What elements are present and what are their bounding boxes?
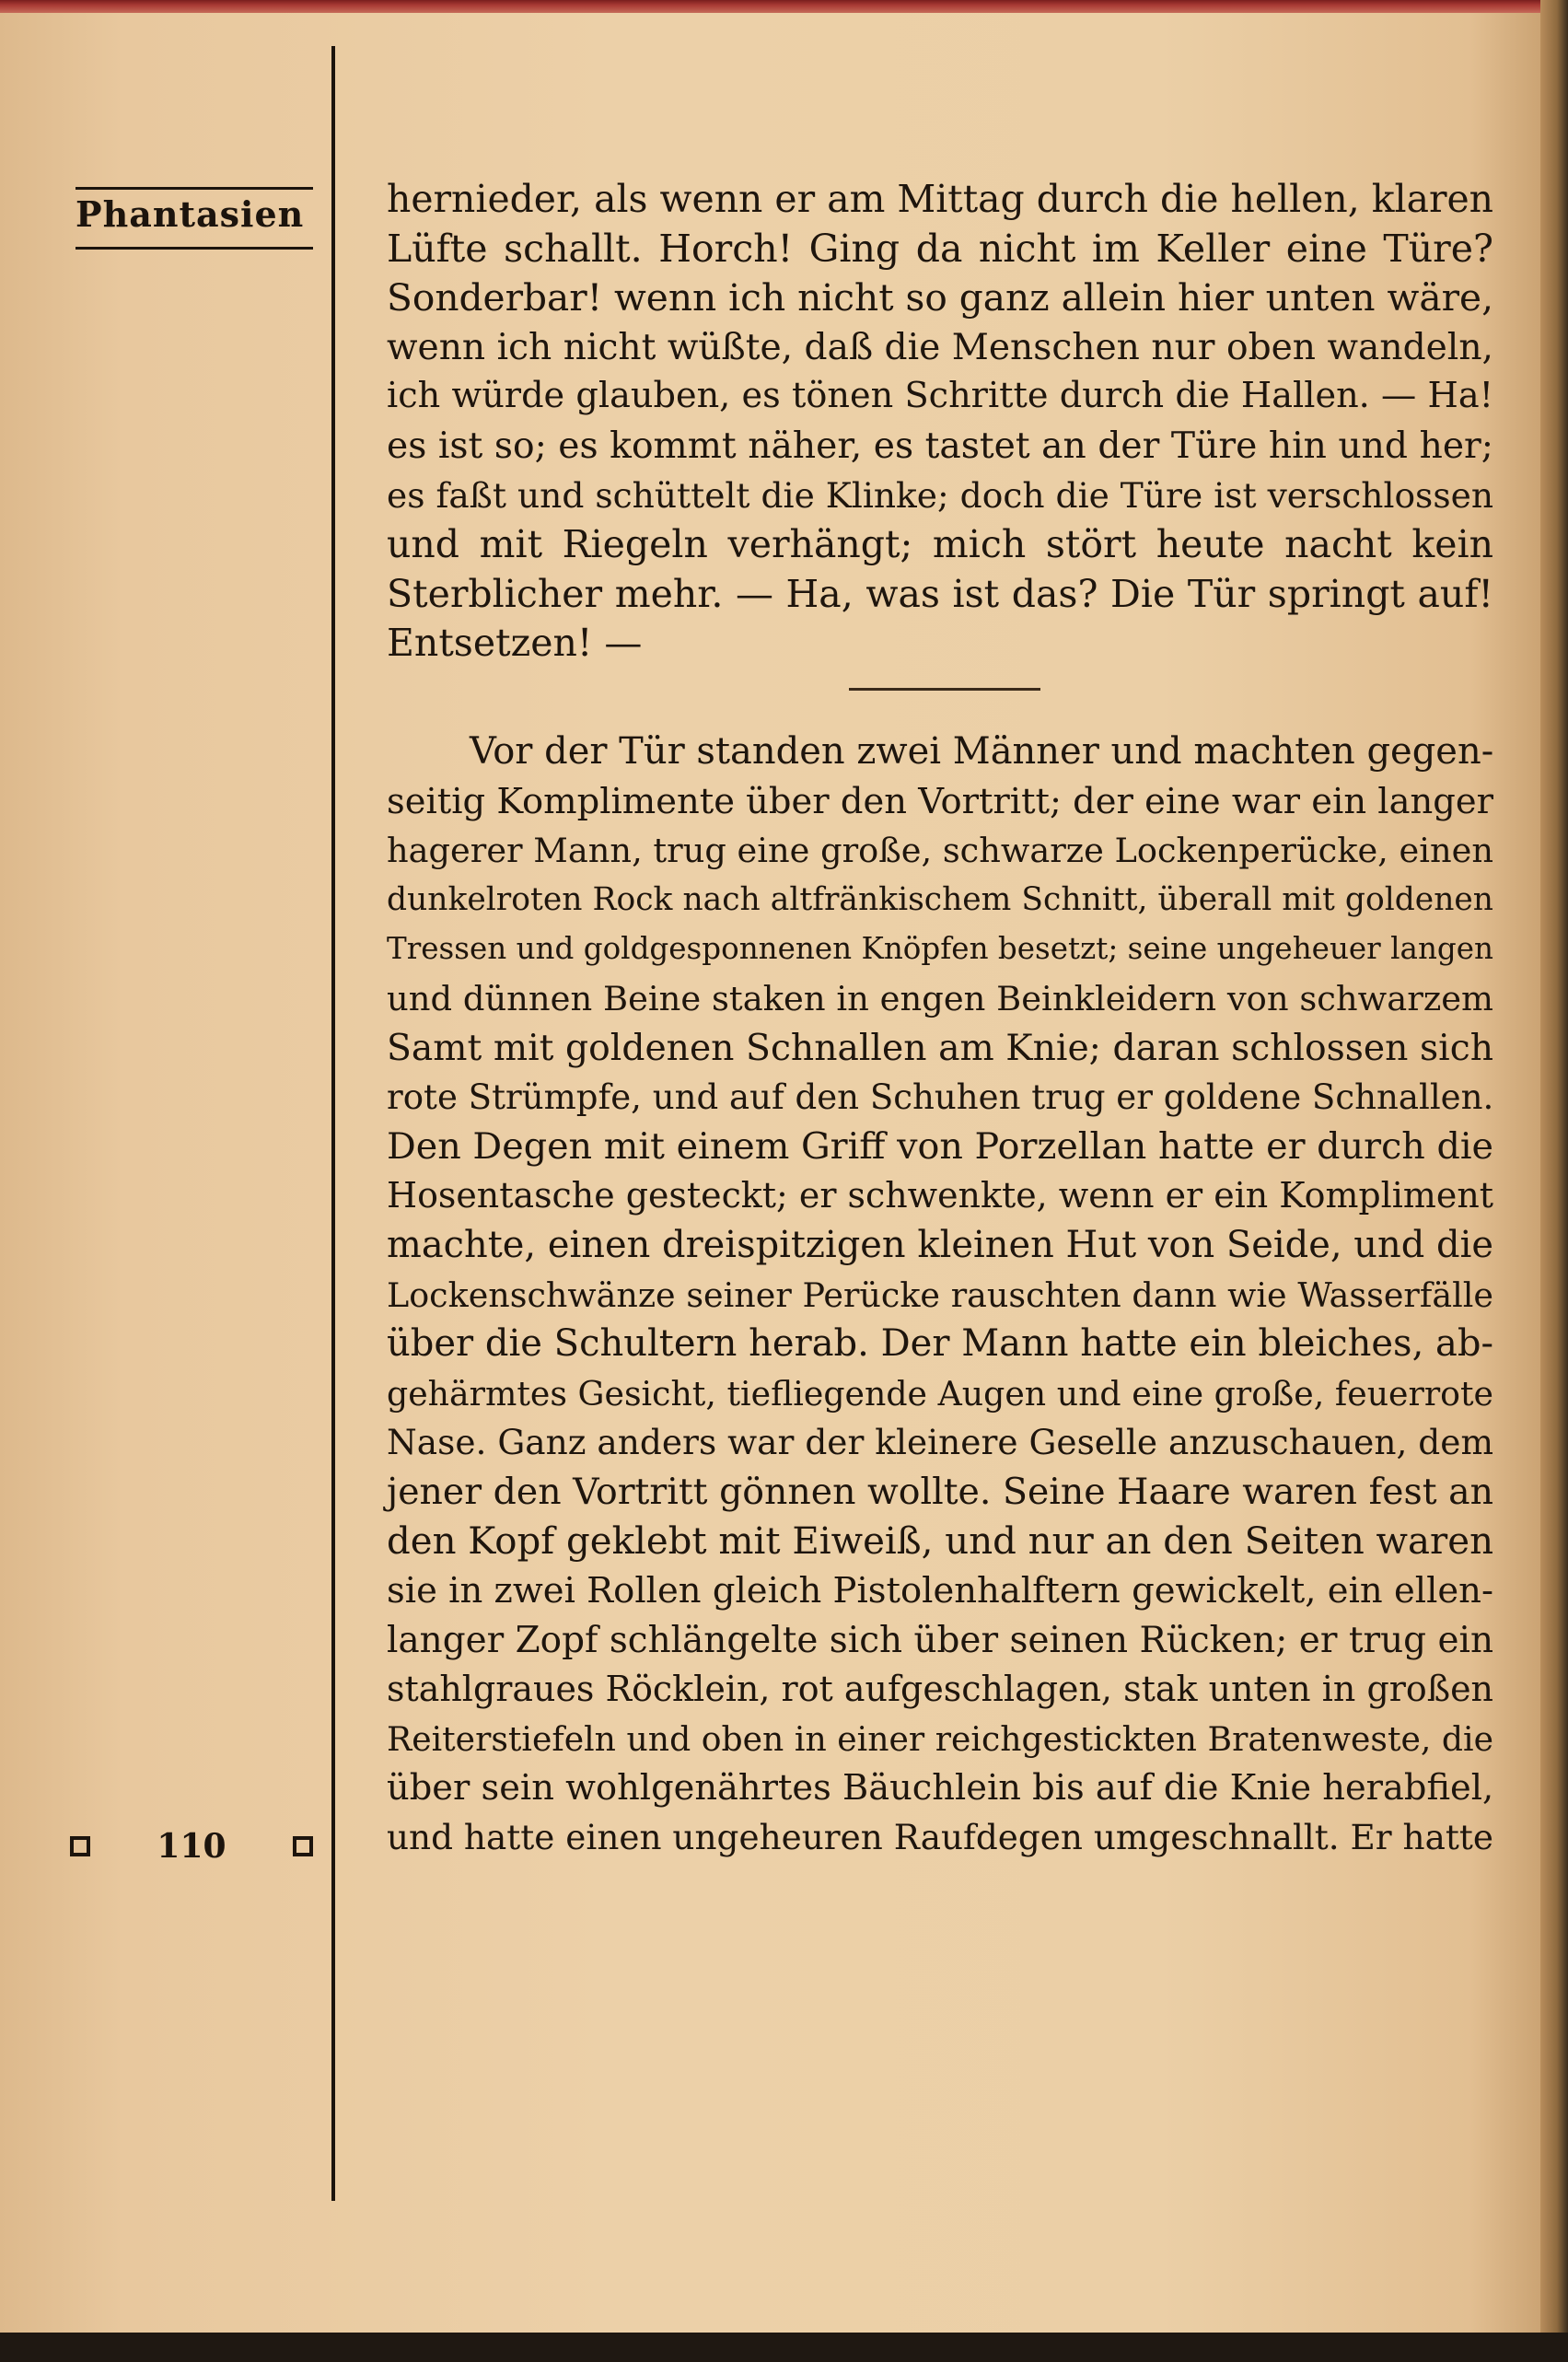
page-number: 110 xyxy=(157,1827,226,1866)
text-line: Samt mit goldenen Schnallen am Knie; daran schlossen sich xyxy=(387,1027,1493,1069)
section-separator xyxy=(849,688,1040,691)
square-ornament-right-icon xyxy=(293,1836,313,1856)
book-right-edge xyxy=(1540,0,1568,2362)
text-line: über die Schultern herab. Der Mann hatte ein bleiches, ab- xyxy=(387,1322,1493,1366)
text-line: es faßt und schüttelt die Klinke; doch die Türe ist verschlossen xyxy=(387,474,1493,516)
text-line: Tressen und goldgesponnenen Knöpfen besetzt; seine ungeheuer langen xyxy=(387,931,1493,967)
margin-rule xyxy=(331,46,335,2201)
text-line: Hosentasche gesteckt; er schwenkte, wenn er ein Kompliment xyxy=(387,1175,1493,1216)
text-line: Reiterstiefeln und oben in einer reichgestickten Bratenweste, die xyxy=(387,1718,1493,1759)
book-page xyxy=(0,9,1547,2334)
text-line: es ist so; es kommt näher, es tastet an der Türe hin und her; xyxy=(387,425,1493,467)
text-line: hagerer Mann, trug eine große, schwarze Lockenperücke, einen xyxy=(387,831,1494,871)
text-line: machte, einen dreispitzigen kleinen Hut von Seide, und die xyxy=(387,1223,1493,1266)
text-line: sie in zwei Rollen gleich Pistolenhalftern gewickelt, ein ellen- xyxy=(387,1570,1493,1612)
square-ornament-left-icon xyxy=(70,1836,90,1856)
text-line: Vor der Tür standen zwei Männer und machten gegen- xyxy=(470,730,1494,773)
text-line: über sein wohlgenährtes Bäuchlein bis auf die Knie herabfiel, xyxy=(387,1767,1494,1809)
text-line: ich würde glauben, es tönen Schritte durch die Hallen. — Ha! xyxy=(387,376,1493,417)
paragraph-2 xyxy=(387,727,1493,1863)
text-line: und dünnen Beine staken in engen Beinkleidern von schwarzem xyxy=(387,978,1493,1018)
book-bottom-edge xyxy=(0,2333,1568,2362)
text-line: seitig Komplimente über den Vortritt; der eine war ein langer xyxy=(387,780,1493,822)
title-rule-top xyxy=(75,187,313,190)
text-line: dunkelroten Rock nach altfränkischem Schnitt, überall mit goldenen xyxy=(387,880,1493,918)
title-rule-bottom xyxy=(75,247,313,250)
text-line: Sonderbar! wenn ich nicht so ganz allein hier unten wäre, xyxy=(387,275,1493,320)
text-line: hernieder, als wenn er am Mittag durch die hellen, klaren xyxy=(387,177,1493,221)
text-line: Nase. Ganz anders war der kleinere Geselle anzuschauen, dem xyxy=(387,1422,1493,1463)
text-line: Entsetzen! — xyxy=(387,621,643,666)
text-line: rote Strümpfe, und auf den Schuhen trug er goldene Schnallen. xyxy=(387,1077,1494,1118)
text-line: Lüfte schallt. Horch! Ging da nicht im Keller eine Türe? xyxy=(387,226,1493,271)
text-line: den Kopf geklebt mit Eiweiß, und nur an den Seiten waren xyxy=(387,1519,1493,1563)
text-line: jener den Vortritt gönnen wollte. Seine Haare waren fest an xyxy=(387,1470,1493,1513)
text-line: Sterblicher mehr. — Ha, was ist das? Die Tür springt auf! xyxy=(387,571,1493,616)
paragraph-1 xyxy=(387,175,1493,669)
text-line: Den Degen mit einem Griff von Porzellan hatte er durch die xyxy=(387,1124,1493,1168)
book-top-edge xyxy=(0,0,1568,13)
text-line: wenn ich nicht wüßte, daß die Menschen nur oben wandeln, xyxy=(387,326,1493,368)
text-line: gehärmtes Gesicht, tiefliegende Augen und eine große, feuerrote xyxy=(387,1373,1493,1414)
page-number-block xyxy=(70,1825,313,1867)
text-line: und mit Riegeln verhängt; mich stört heute nacht kein xyxy=(387,522,1493,567)
text-line: stahlgraues Röcklein, rot aufgeschlagen, stak unten in großen xyxy=(387,1669,1493,1710)
text-line: und hatte einen ungeheuren Raufdegen umgeschnallt. Er hatte xyxy=(387,1817,1493,1858)
text-line: langer Zopf schlängelte sich über seinen Rücken; er trug ein xyxy=(387,1619,1493,1661)
text-line: Lockenschwänze seiner Perücke rauschten dann wie Wasserfälle xyxy=(387,1274,1493,1315)
running-title: Phantasien xyxy=(75,193,305,235)
